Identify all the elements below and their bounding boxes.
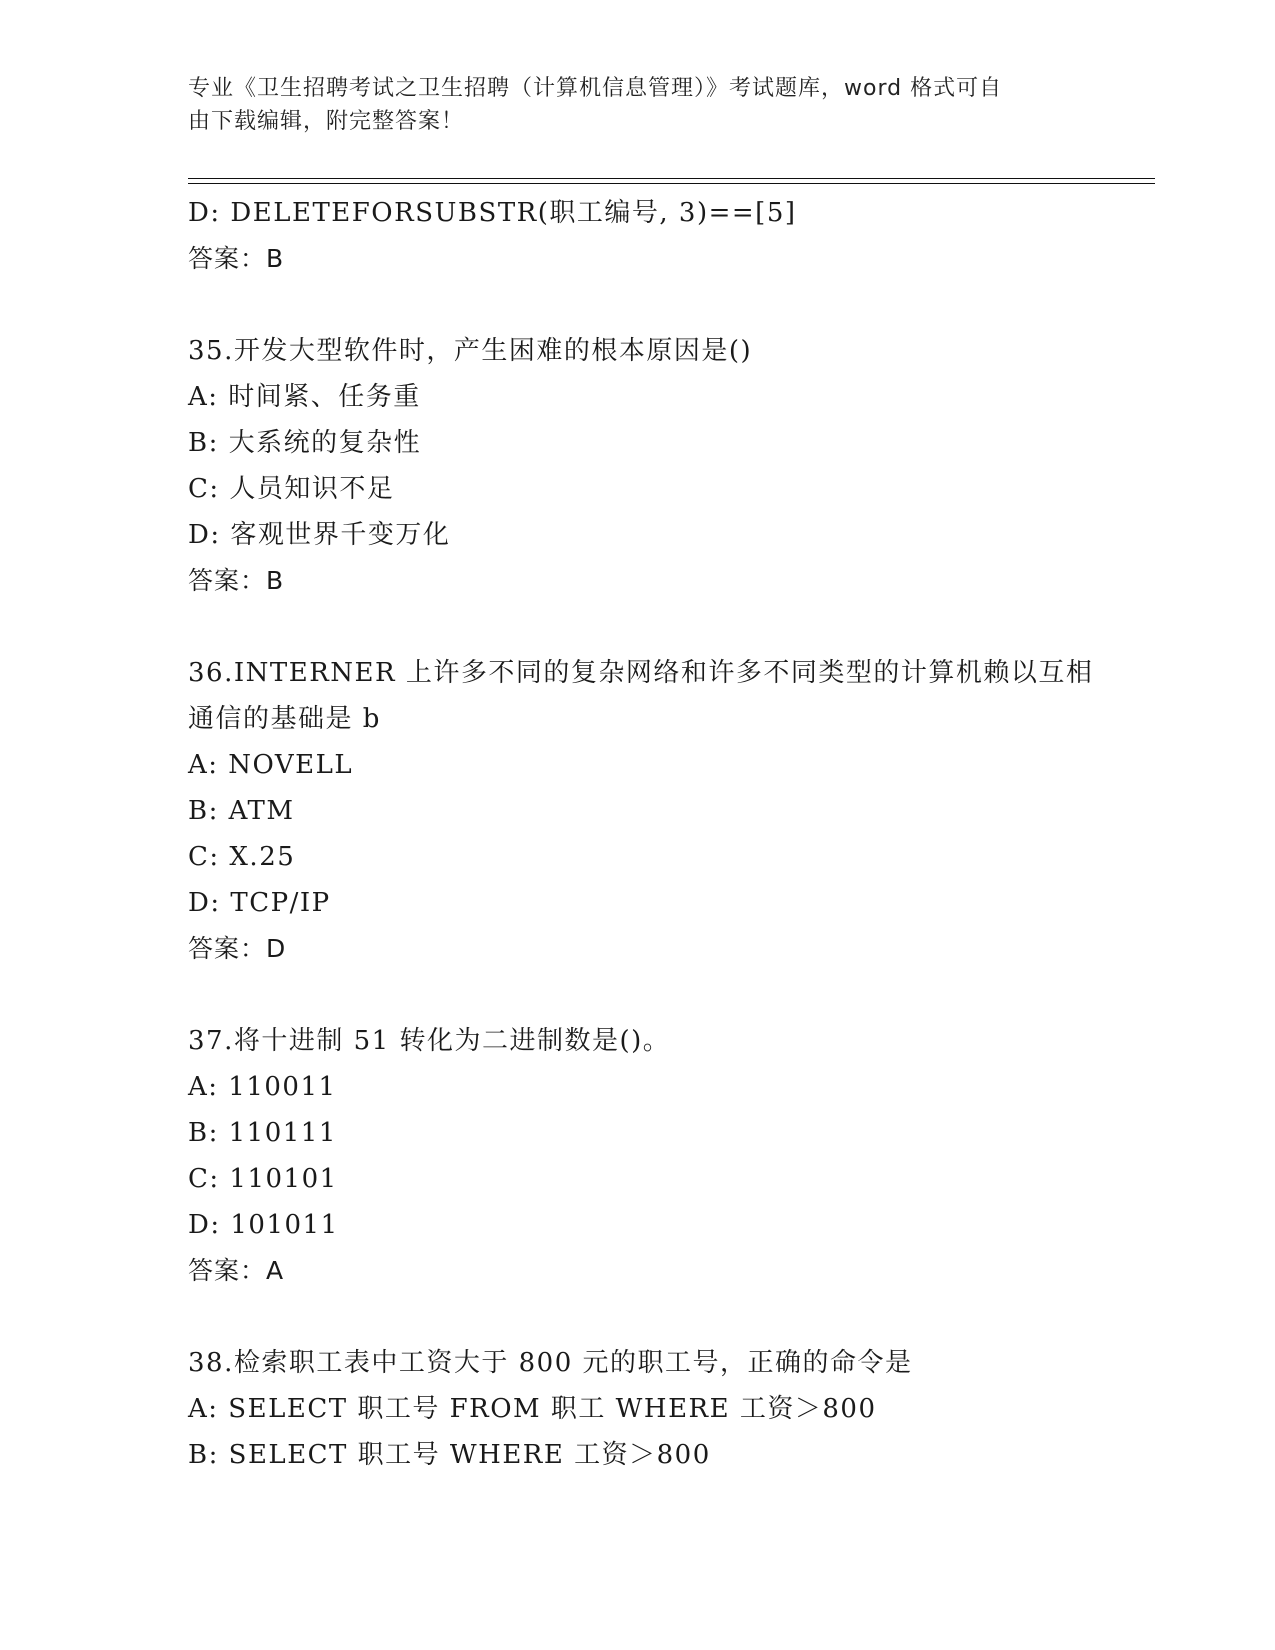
option-b: B: 110111 (188, 1118, 337, 1148)
question-36 (188, 650, 1094, 972)
option-b: B: ATM (188, 796, 295, 826)
option-a: A: 110011 (188, 1072, 337, 1102)
question-35 (188, 328, 1088, 604)
question-list (188, 190, 1094, 1478)
header-line-1: 专业《卫生招聘考试之卫生招聘（计算机信息管理）》考试题库，word 格式可自 (188, 76, 1003, 101)
answer: 答案：B (188, 566, 285, 595)
question-38 (188, 1340, 1088, 1478)
prev-option-d: D: DELETEFORSUBSTR(职工编号, 3)==[5] (188, 198, 797, 228)
answer: 答案：A (188, 1256, 285, 1285)
question-stem: 36.INTERNER 上许多不同的复杂网络和许多不同类型的计算机赖以互相 (188, 658, 1094, 688)
document-header (188, 72, 1068, 138)
header-line-2: 由下载编辑，附完整答案！ (188, 109, 465, 134)
option-d: D: 客观世界千变万化 (188, 520, 451, 550)
question-stem: 38.检索职工表中工资大于 800 元的职工号，正确的命令是 (188, 1348, 913, 1378)
spacer (188, 282, 1088, 328)
option-c: C: X.25 (188, 842, 296, 872)
option-c: C: 110101 (188, 1164, 338, 1194)
header-divider-top (188, 178, 1155, 179)
question-stem-continued: 通信的基础是 b (188, 704, 381, 734)
option-a: A: SELECT 职工号 FROM 职工 WHERE 工资＞800 (188, 1394, 877, 1424)
spacer (188, 972, 1088, 1018)
option-a: A: NOVELL (188, 750, 354, 780)
prev-answer: 答案：B (188, 244, 285, 273)
spacer (188, 604, 1088, 650)
header-divider-bottom (188, 183, 1155, 184)
option-c: C: 人员知识不足 (188, 474, 395, 504)
question-stem: 35.开发大型软件时，产生困难的根本原因是() (188, 336, 753, 366)
option-d: D: TCP/IP (188, 888, 331, 918)
option-b: B: 大系统的复杂性 (188, 428, 422, 458)
option-d: D: 101011 (188, 1210, 339, 1240)
option-a: A: 时间紧、任务重 (188, 382, 421, 412)
spacer (188, 1294, 1088, 1340)
question-37 (188, 1018, 1088, 1294)
question-stem: 37.将十进制 51 转化为二进制数是()。 (188, 1026, 671, 1056)
option-b: B: SELECT 职工号 WHERE 工资＞800 (188, 1440, 711, 1470)
answer: 答案：D (188, 934, 287, 963)
